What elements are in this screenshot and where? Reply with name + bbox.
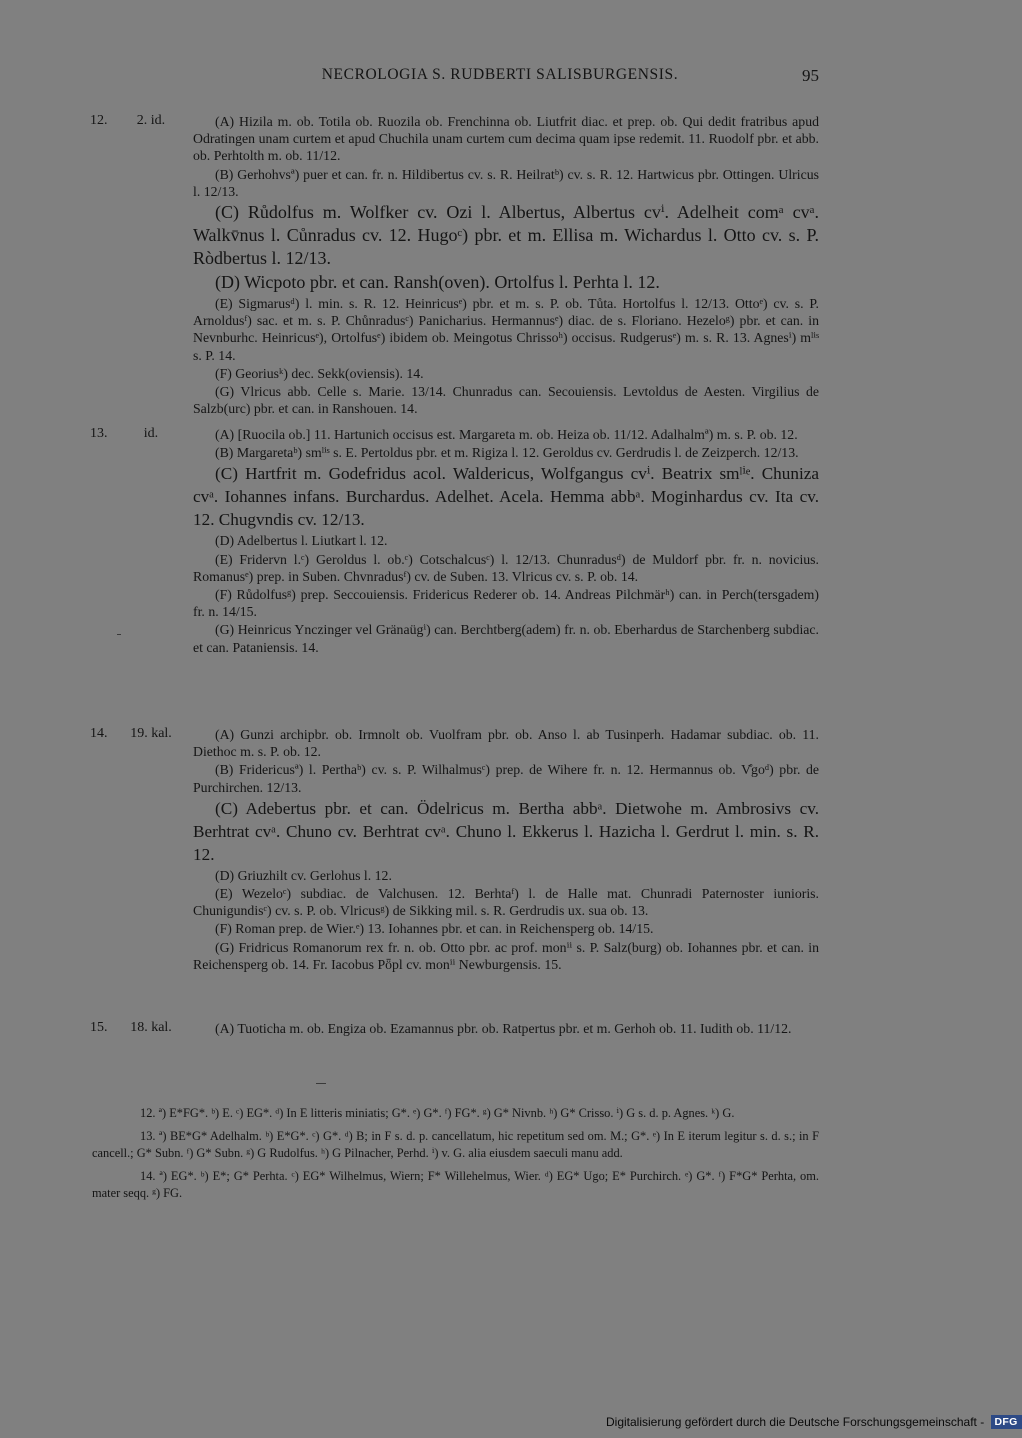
entry-paragraph: (A) Hizila m. ob. Totila ob. Ruozila ob. Frenchinna ob. Liutfrit diac. et prep. ob. Qui dedit fratribus apud Odratingen unam curtem et apud Chuchila unam curtem cum decima quam ipse redemit. 11. Ruodolf pbr. et abb. ob. Perhtolth m. ob. 11/12. xyxy=(193,114,819,164)
entry-paragraph: (D) Griuzhilt cv. Gerlohus l. 12. xyxy=(215,867,392,883)
footnote-group-12: 12. ª) E*FG*. ᵇ) E. ᶜ) EG*. ᵈ) In E litteris miniatis; G*. ᵉ) G*. ᶠ) FG*. ᵍ) G* Nivnb. ʰ) G* Crisso. ⁱ) G s. d. p. Agnes. ᵏ) G. xyxy=(140,1106,735,1120)
footnotes xyxy=(92,1105,819,1208)
entry-paragraph: (B) Margaretaᵇ) smˡⁱˢ s. E. Pertoldus pbr. et m. Rigiza l. 12. Geroldus cv. Gerdrudis l. de Zeizperch. 12/13. xyxy=(215,445,799,461)
page-header xyxy=(0,66,1000,90)
entry-paragraph: (A) Gunzi archipbr. ob. Irmnolt ob. Vuolfram pbr. ob. Anso l. ab Tusinperh. Hadamar subdiac. ob. 11. Diethoc m. s. P. ob. 12. xyxy=(193,727,819,760)
margin-mark xyxy=(117,634,121,635)
entry-paragraph: (F) Georiusᵏ) dec. Sekk(oviensis). 14. xyxy=(215,365,424,381)
entry-paragraph: (D) Adelbertus l. Liutkart l. 12. xyxy=(215,533,388,549)
entry-date: 19. kal. xyxy=(130,726,172,741)
entry-paragraph: (F) Růdolfusᵍ) prep. Seccouiensis. Fridericus Rederer ob. 14. Andreas Pilchmärʰ) can. in Perch(tersgadem) fr. n. 14/15. xyxy=(193,587,819,620)
entry-paragraph: (G) Vlricus abb. Celle s. Marie. 13/14. Chunradus can. Secouiensis. Levtoldus de Aesten. Virgilius de Salzb(urc) pbr. et can. in Ranshouen. 14. xyxy=(193,384,819,417)
entry-day: 13. xyxy=(90,426,108,441)
dfg-logo: DFG xyxy=(991,1415,1022,1429)
entry-text xyxy=(193,113,819,418)
footnote-divider xyxy=(316,1083,326,1084)
entry-paragraph: (A) [Ruocila ob.] 11. Hartunich occisus est. Margareta m. ob. Heiza ob. 11/12. Adalhalmª) m. s. P. ob. 12. xyxy=(215,427,798,442)
entry-paragraph: (F) Roman prep. de Wier.ᵉ) 13. Iohannes pbr. et can. in Reichensperg ob. 14/15. xyxy=(215,921,654,937)
running-title: NECROLOGIA S. RUDBERTI SALISBURGENSIS. xyxy=(321,66,679,83)
page-number: 95 xyxy=(802,66,819,85)
entry-paragraph: (E) Wezeloᶜ) subdiac. de Valchusen. 12. Berhtaᶠ) l. de Halle mat. Chunradi Paternoster iunioris. Chunigundisᶜ) cv. s. P. ob. Vlricusᵍ) de Sikking mil. s. R. Gerdrudis ux. sua ob. 13. xyxy=(193,886,819,919)
entry-text xyxy=(193,426,819,657)
footnote-group-13: 13. ª) BE*G* Adelhalm. ᵇ) E*G*. ᶜ) G*. ᵈ) B; in F s. d. p. cancellatum, hic repetitum sed om. M.; G*. ᵉ) In E iterum legitur s. d. s.; in F cancell.; G* Subn. ᶠ) G* Subn. ᵍ) G Rudolfus. ʰ) G Pilnacher, Perhd. ⁱ) v. G. alia eiusdem saeculi manu add. xyxy=(92,1128,819,1160)
entry-paragraph: (C) Adebertus pbr. et can. Ödelricus m. Bertha abbᵃ. Dietwohe m. Ambrosivs cv. Berhtrat cvᵃ. Chuno cv. Berhtrat cvᵃ. Chuno l. Ekkerus l. Hazicha l. Gerdrut l. min. s. R. 12. xyxy=(193,798,819,864)
entry-paragraph: (G) Heinricus Ynczinger vel Gränaügⁱ) can. Berchtberg(adem) fr. n. ob. Eberhardus de Starchenberg subdiac. et can. Pataniensis. 14. xyxy=(193,622,819,655)
entry-day: 15. xyxy=(90,1020,108,1035)
entry-date: id. xyxy=(143,426,159,441)
entry-paragraph: (G) Fridricus Romanorum rex fr. n. ob. Otto pbr. ac prof. monⁱⁱ s. P. Salz(burg) ob. Iohannes pbr. et can. in Reichensperg ob. 14. Fr. Iacobus Pȫpl cv. monⁱⁱ Newburgensis. 15. xyxy=(193,939,819,972)
digitization-credit xyxy=(606,1414,1022,1430)
entry-text xyxy=(193,1020,819,1038)
footnote-group-14: 14. ª) EG*. ᵇ) E*; G* Perhta. ᶜ) EG* Wilhelmus, Wiern; F* Willehelmus, Wier. ᵈ) EG* Ugo; E* Purchirch. ᵉ) G*. ᶠ) F*G* Perhta, om. mater seqq. ᵍ) FG. xyxy=(92,1168,819,1200)
entry-paragraph: (E) Sigmarusᵈ) l. min. s. R. 12. Heinricusᵉ) pbr. et m. s. P. ob. Tůta. Hortolfus l. 12/13. Ottoᵉ) cv. s. P. Arnoldusᶠ) sac. et m. s. P. Chůnradusᶜ) Panicharius. Hermannusᵉ) diac. de s. Floriano. Hezeloᵍ) pbr. et can. in Nevnburhc. Heinricusᵉ), Ortolfusᵉ) ibidem ob. Meingotus Chrissoʰ) occisus. Rudgerusᵉ) m. s. R. 13. Agnesⁱ) mˡⁱˢ s. P. 14. xyxy=(193,296,819,363)
entry-paragraph: (C) Růdolfus m. Wolfker cv. Ozi l. Albertus, Albertus cvⁱ. Adelheit comᵃ cvᵃ. Walkv̄nus l. Cůnradus cv. 12. Hugoᶜ) pbr. et m. Ellisa m. Wichardus l. Otto cv. s. P. Ròdbertus l. 12/13. xyxy=(193,202,819,269)
entry-paragraph: (C) Hartfrit m. Godefridus acol. Waldericus, Wolfgangus cvⁱ. Beatrix smˡⁱᵉ. Chuniza cvᵃ. Iohannes infans. Burchardus. Adelhet. Acela. Hemma abbᵃ. Moginhardus cv. Ita cv. 12. Chugvndis cv. 12/13. xyxy=(193,464,819,530)
entry-paragraph: (B) Fridericusª) l. Perthaᵇ) cv. s. P. Wilhalmusᶜ) prep. de Wihere fr. n. 12. Hermannus ob. V̊goᵈ) pbr. de Purchirchen. 12/13. xyxy=(193,762,819,795)
entry-paragraph: (E) Fridervn l.ᶜ) Geroldus l. ob.ᶜ) Cotschalcusᶜ) l. 12/13. Chunradusᵈ) de Muldorf pbr. fr. n. novicius. Romanusᵉ) prep. in Suben. Chvnradusᶠ) cv. de Suben. 13. Vlricus cv. s. P. ob. 14. xyxy=(193,551,819,584)
entry-text xyxy=(193,726,819,974)
entry-paragraph: (B) Gerhohvsª) puer et can. fr. n. Hildibertus cv. s. R. Heilratᵇ) cv. s. R. 12. Hartwicus pbr. Ottingen. Ulricus l. 12/13. xyxy=(193,166,819,199)
entry-date: 2. id. xyxy=(136,113,166,128)
entry-paragraph: (D) Wicpoto pbr. et can. Ransh(oven). Ortolfus l. Perhta l. 12. xyxy=(215,272,660,293)
entry-paragraph: (A) Tuoticha m. ob. Engiza ob. Ezamannus pbr. ob. Ratpertus pbr. et m. Gerhoh ob. 11. Iudith ob. 11/12. xyxy=(215,1021,792,1036)
entry-day: 12. xyxy=(90,113,108,128)
credit-text: Digitalisierung gefördert durch die Deutsche Forschungsgemeinschaft - xyxy=(606,1414,985,1429)
entry-date: 18. kal. xyxy=(130,1020,172,1035)
entry-day: 14. xyxy=(90,726,108,741)
